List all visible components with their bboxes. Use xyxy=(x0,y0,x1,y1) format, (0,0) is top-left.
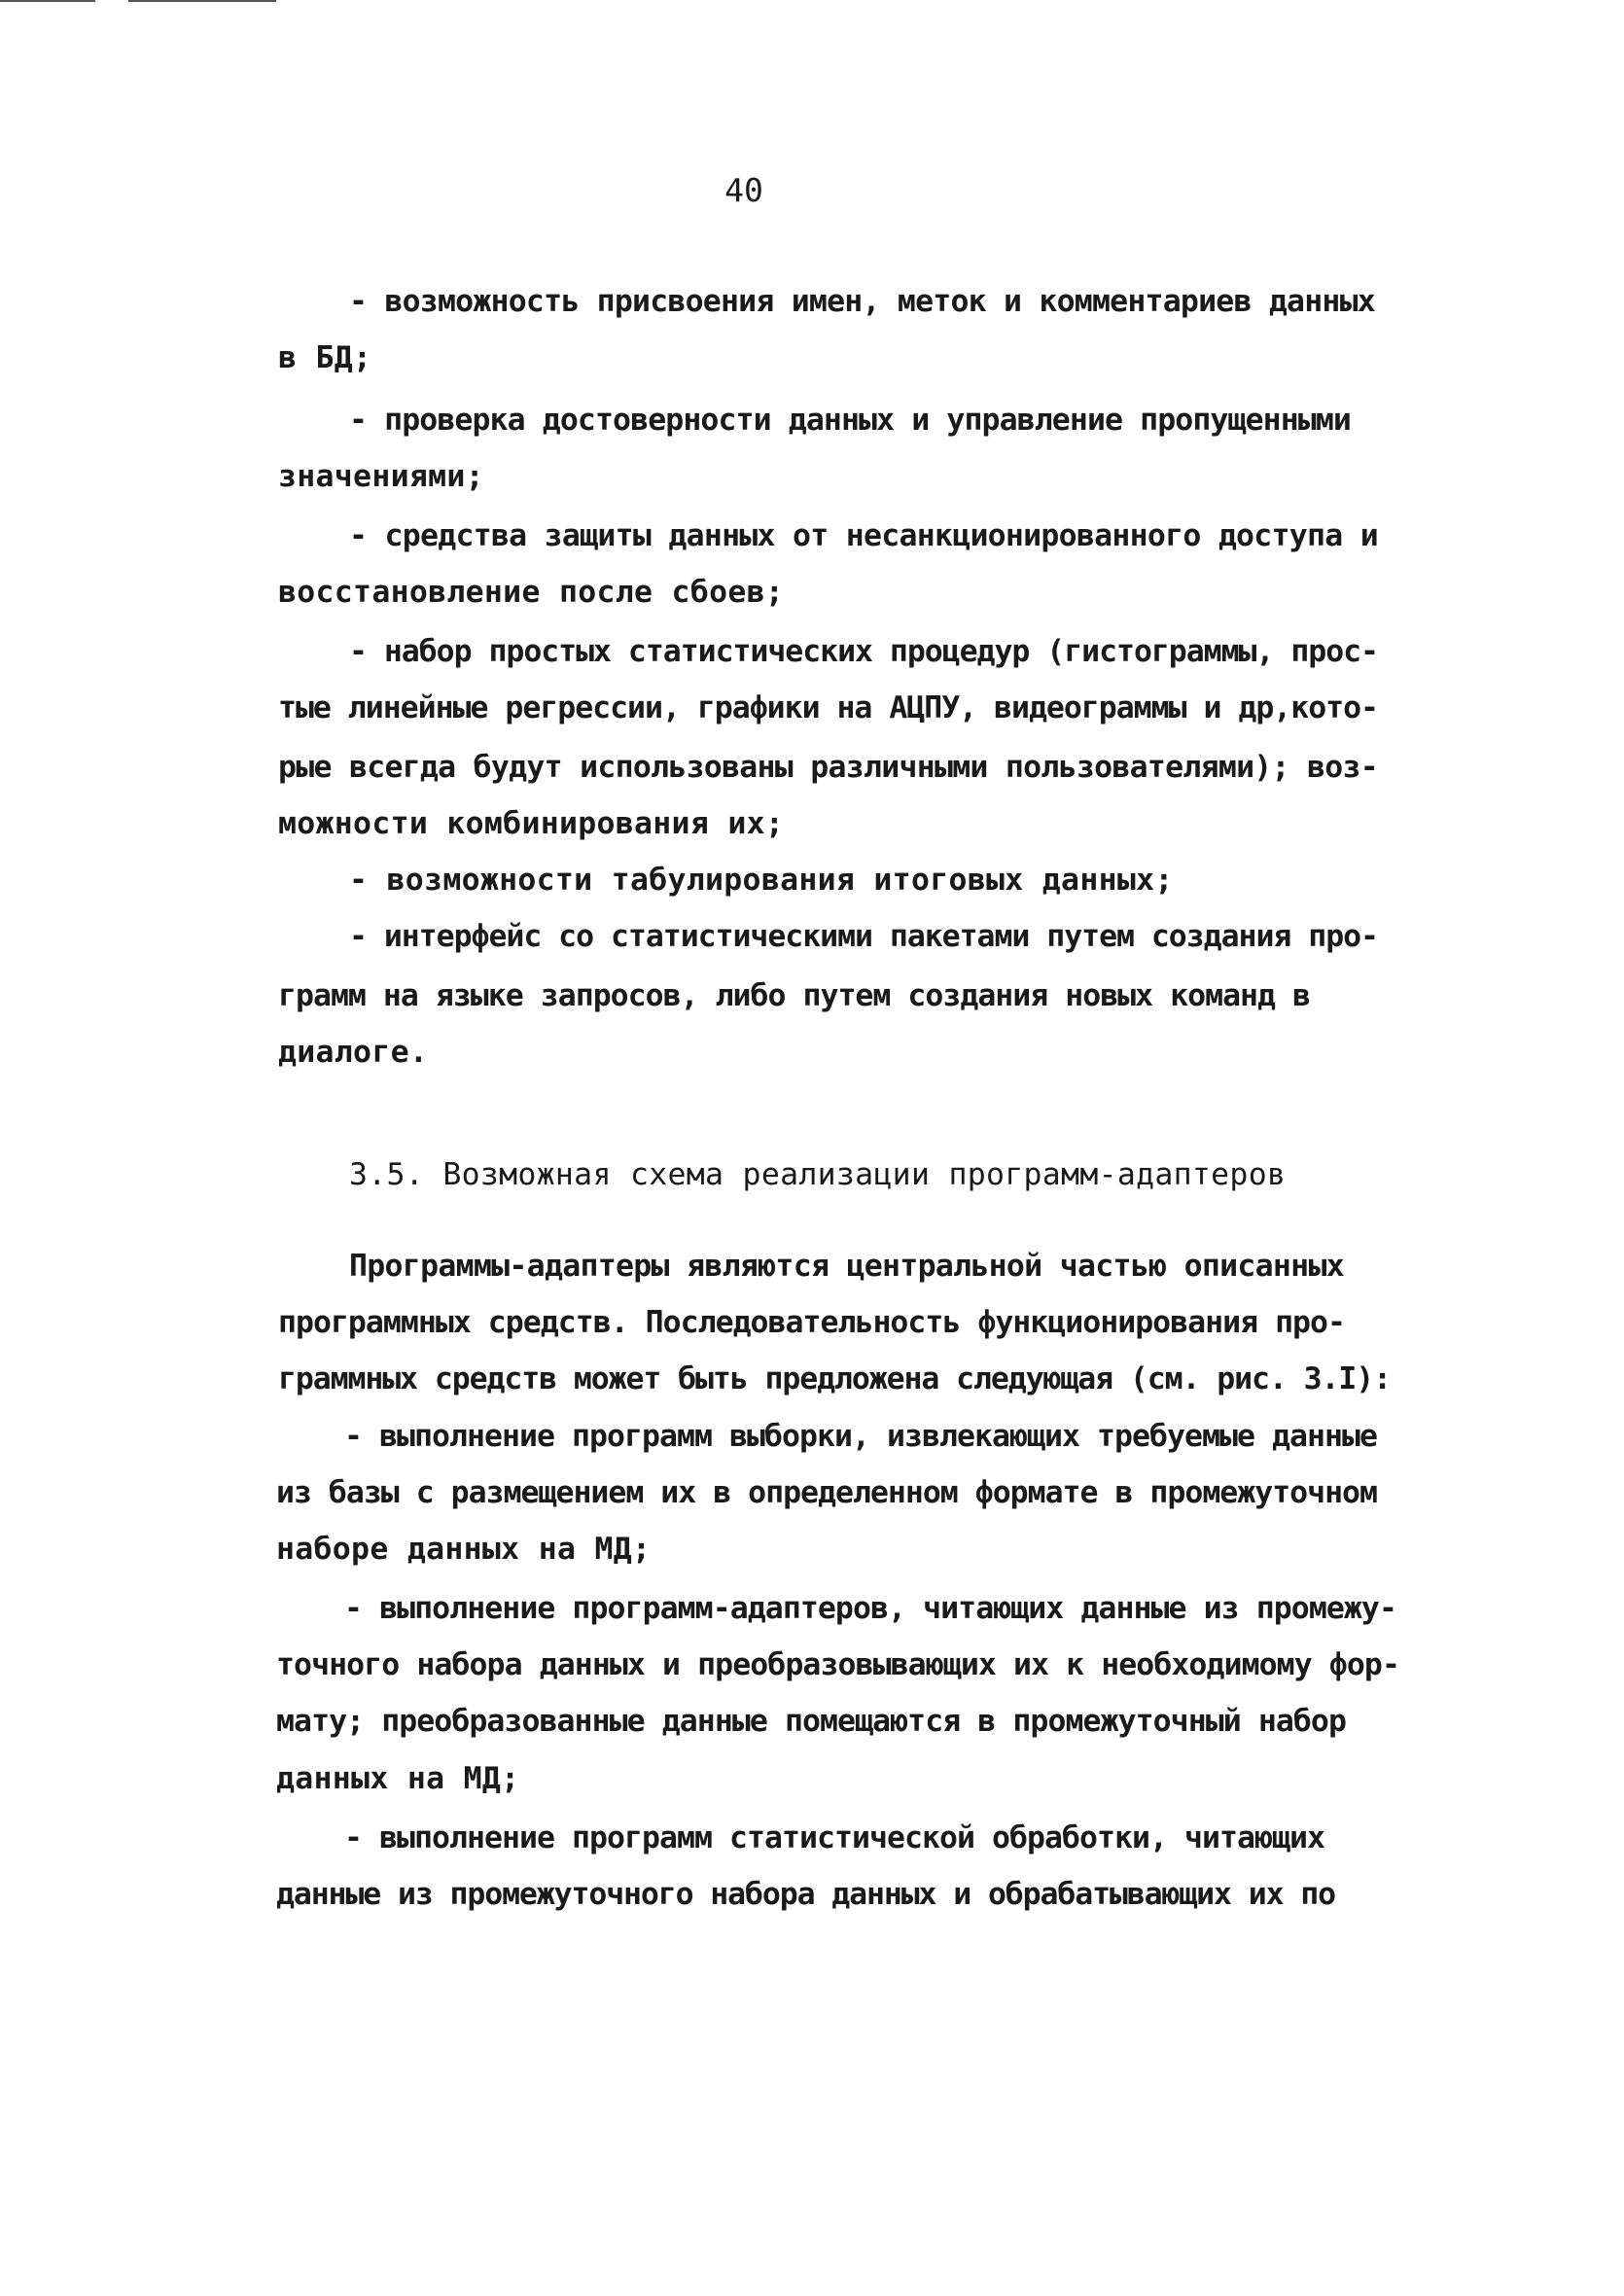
text-line: восстановление после сбоев; xyxy=(278,575,785,610)
text-line: граммных средств может быть предложена следующая (см. рис. 3.I): xyxy=(278,1361,1391,1396)
text-line: программных средств. Последовательность функционирования про- xyxy=(278,1305,1346,1340)
text-line: данные из промежуточного набора данных и обрабатывающих их по xyxy=(276,1877,1336,1912)
text-line: - возможности табулирования итоговых данных; xyxy=(349,863,1174,898)
text-line: значениями; xyxy=(278,459,484,494)
text-line: рые всегда будут использованы различными пользователями); воз- xyxy=(278,750,1378,785)
text-line: диалоге. xyxy=(278,1035,429,1070)
text-line: точного набора данных и преобразовывающих их к необходимому фор- xyxy=(276,1647,1399,1682)
text-line: - выполнение программ-адаптеров, читающих данные из промежу- xyxy=(344,1591,1396,1626)
text-line: из базы с размещением их в определенном формате в промежуточном xyxy=(276,1475,1377,1510)
scan-edge-rule xyxy=(0,0,95,2)
text-line: - интерфейс со статистическими пакетами путем создания про- xyxy=(349,919,1378,954)
text-line: тые линейные регрессии, графики на АЦПУ, видеограммы и др,кото- xyxy=(278,690,1378,725)
text-line: - выполнение программ выборки, извлекающих требуемые данные xyxy=(344,1419,1377,1454)
text-line: мату; преобразованные данные помещаются в промежуточный набор xyxy=(276,1704,1347,1739)
text-line: - средства защиты данных от несанкционированного доступа и xyxy=(349,518,1378,553)
text-line: данных на МД; xyxy=(276,1761,520,1796)
text-line: Программы-адаптеры являются центральной частью описанных xyxy=(349,1249,1344,1284)
text-line: - набор простых статистических процедур (гистограммы, прос- xyxy=(349,634,1378,669)
section-heading: 3.5. Возможная схема реализации программ-адаптеров xyxy=(349,1157,1287,1192)
text-line: грамм на языке запросов, либо путем создания новых команд в xyxy=(278,978,1310,1013)
text-line: - выполнение программ статистической обработки, читающих xyxy=(344,1820,1324,1855)
text-line: в БД; xyxy=(278,340,372,375)
text-line: - проверка достоверности данных и управление пропущенными xyxy=(349,403,1351,438)
text-line: - возможность присвоения имен, меток и комментариев данных xyxy=(349,284,1375,319)
text-line: можности комбинирования их; xyxy=(278,806,785,841)
page-number: 40 xyxy=(724,171,763,209)
scan-edge-rule xyxy=(128,0,276,2)
text-line: наборе данных на МД; xyxy=(276,1532,652,1567)
